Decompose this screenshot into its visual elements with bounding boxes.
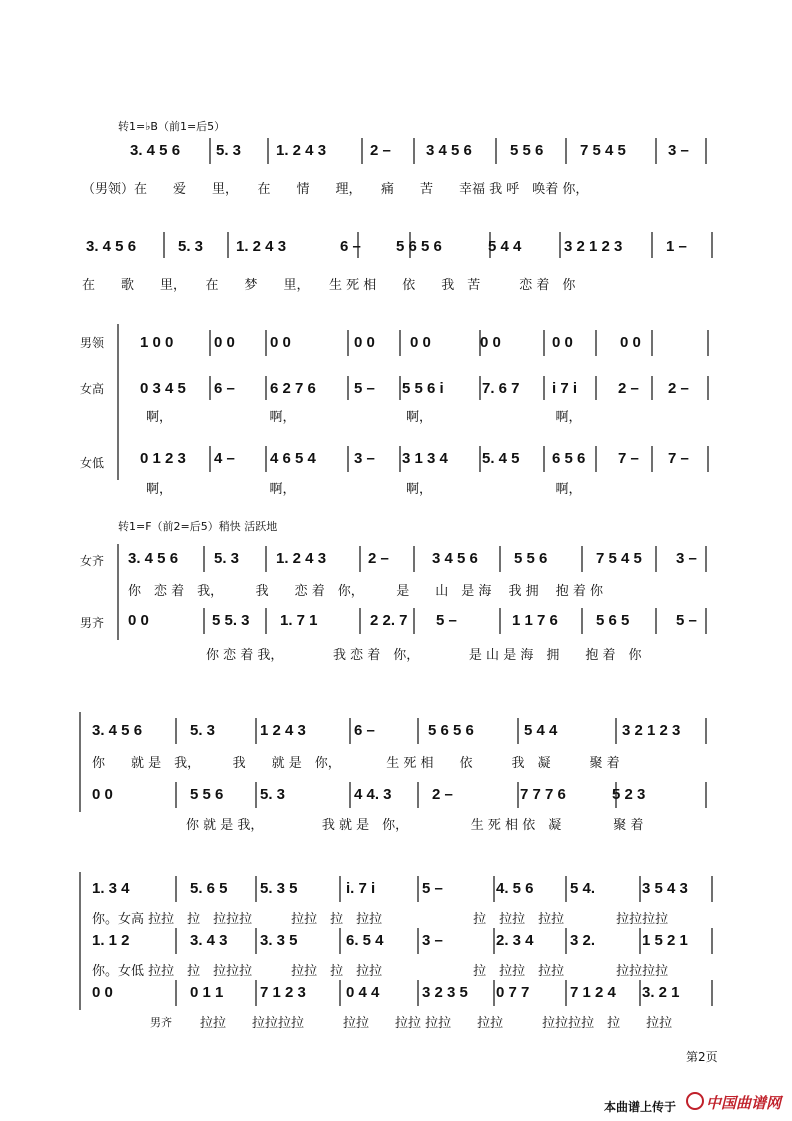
- s3-alto-lyric: 啊， 啊， 啊， 啊，: [146, 482, 582, 497]
- label-men: 男齐: [80, 616, 105, 630]
- label-alto-high: 女高: [80, 382, 105, 396]
- s4-women-lyric: 你 恋 着 我， 我 恋 着 你， 是 山 是 海 我 拥 抱 着 你: [128, 584, 604, 599]
- s6-row3-lyric: 拉拉 拉拉拉拉 拉拉 拉拉 拉拉 拉拉 拉拉拉拉 拉 拉拉: [200, 1016, 673, 1031]
- s5-upper-lyric: 你 就 是 我， 我 就 是 你， 生 死 相 依 我 凝 聚 着: [92, 756, 620, 771]
- s3-soprano-lyric: 啊， 啊， 啊， 啊，: [146, 410, 582, 425]
- s4-men-lyric: 你 恋 着 我， 我 恋 着 你， 是 山 是 海 拥 抱 着 你: [206, 648, 642, 663]
- key-change-2: 转1=F（前2=后5）稍快 活跃地: [118, 520, 278, 533]
- logo-mark-icon: [686, 1092, 704, 1110]
- s1-lyric: （男领）在 爱 里， 在 情 理， 痛 苦 幸福 我 呼 唤着 你，: [82, 182, 589, 197]
- s5-lower-lyric: 你 就 是 我， 我 就 是 你， 生 死 相 依 凝 聚 着: [186, 818, 644, 833]
- site-logo-text: 中国曲谱网: [706, 1094, 782, 1112]
- score-page: 转1=♭B（前1=后5） 3. 4 5 6 5. 3 1. 2 4 3 2 – 3 4 5 6 5 5 6 7 5 4 5 3 – （男领）在 爱 里， 在 情 理， 痛 苦 幸福 我 呼 唤着 你， 3. 4 5 6 5. 3 1. 2 4 3 6 – 5 6 5 6 5 4 4 3 2 1 2 3 1 – 在 歌 里， 在 梦 里， 生 死 相 依 我 苦 恋 着 你 男领 女高 女低 1 0 0 0 0 0 0 0 0 0 0 0 0 0 0 0 0 0 3 4 5 6 – 6 2 7 6 5 – 5 5 6 i 7. 6 7 i 7 i 2 – 2 – 啊， 啊， 啊， 啊， 0 1 2 3 4 – 4 6 5 4 3 – 3 1 3 4 5. 4 5 6 5 6 7 – 7 – 啊， 啊， 啊， 啊， 转1=F（前2=后5）稍快 活跃地 女齐 男齐 3. 4 5 6 5. 3 1. 2 4 3 2 – 3 4 5 6 5 5 6 7 5 4 5 3 – 你 恋 着 我， 我 恋 着 你， 是 山 是 海 我 拥 抱 着 你 0 0 5 5. 3 1. 7 1 2 2. 7 5 – 1 1 7 6 5 6 5 5 – 你 恋 着 我， 我 恋 着 你， 是 山 是 海 拥 抱 着 你 3. 4 5 6 5. 3 1 2 4 3 6 – 5 6 5 6 5 4 4 3 2 1 2 3 你 就 是 我， 我 就 是 你， 生 死 相 依 我 凝 聚 着 0 0 5 5 6 5. 3 4 4. 3 2 – 7 7 7 6 5 2 3 你 就 是 我， 我 就 是 你， 生 死 相 依 凝 聚 着 1. 3 4 5. 6 5 5. 3 5 i. 7 i 5 – 4. 5 6 5 4. 3 5 4 3 你。女高 拉拉 拉 拉拉拉 拉拉 拉 拉拉 拉 拉拉 拉拉 拉拉拉拉 1. 1 2 3. 4 3 3. 3 5 6. 5 4 3 – 2. 3 4 3 2. 1 5 2 1 你。女低 拉拉 拉 拉拉拉 拉拉 拉 拉拉 拉 拉拉 拉拉 拉拉拉拉 0 0 0 1 1 7 1 2 3 0 4 4 3 2 3 5 0 7 7 7 1 2 4 3. 2 1 男齐 拉拉 拉拉拉拉 拉拉 拉拉 拉拉 拉拉 拉拉拉拉 拉 拉拉 第2页 本曲谱上传于 中国曲谱网: [0, 0, 792, 1121]
- s6-row1-lyric: 你。女高 拉拉 拉 拉拉拉 拉拉 拉 拉拉 拉 拉拉 拉拉 拉拉拉拉: [92, 912, 669, 927]
- key-change-1: 转1=♭B（前1=后5）: [118, 120, 226, 133]
- site-logo: [686, 1092, 781, 1113]
- s6-row3-label: 男齐: [150, 1016, 172, 1029]
- upload-text: 本曲谱上传于: [604, 1100, 677, 1114]
- s6-row2-lyric: 你。女低 拉拉 拉 拉拉拉 拉拉 拉 拉拉 拉 拉拉 拉拉 拉拉拉拉: [92, 964, 669, 979]
- page-number: 第2页: [686, 1050, 718, 1064]
- label-male-lead: 男领: [80, 336, 105, 350]
- label-women: 女齐: [80, 554, 105, 568]
- label-alto-low: 女低: [80, 456, 105, 470]
- s2-lyric: 在 歌 里， 在 梦 里， 生 死 相 依 我 苦 恋 着 你: [82, 278, 576, 293]
